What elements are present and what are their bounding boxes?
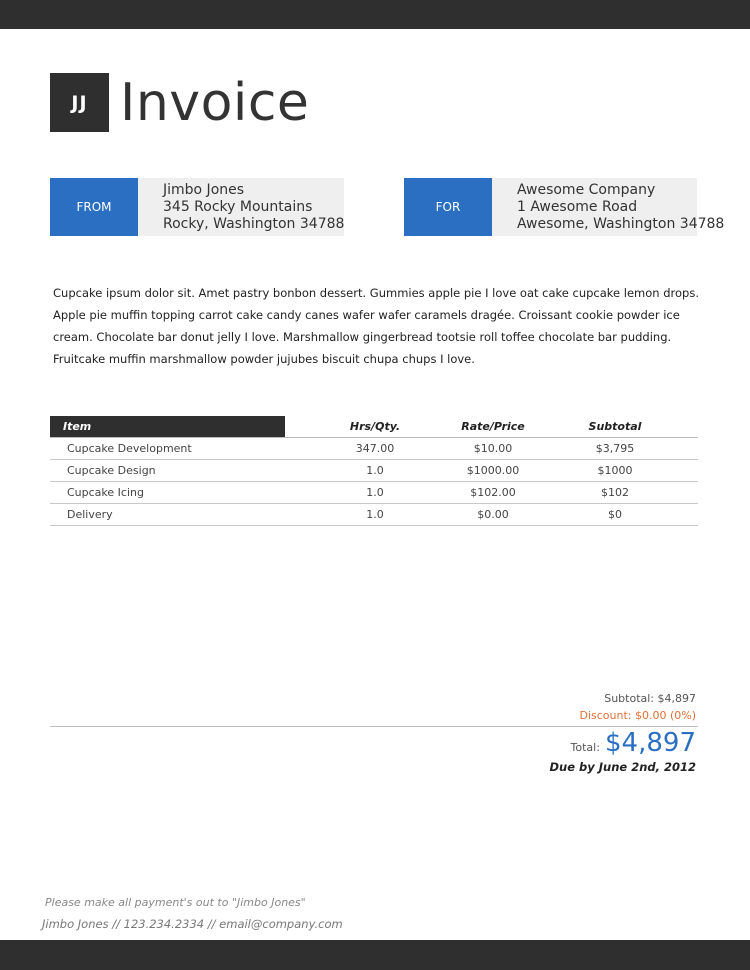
- row-subtotal: $1000: [597, 464, 633, 477]
- row-item: Delivery: [67, 508, 113, 521]
- row-subtotal: $3,795: [595, 442, 635, 455]
- row-item: Cupcake Development: [67, 442, 192, 455]
- payment-note: Please make all payment's out to "Jimbo Jones": [45, 896, 306, 909]
- from-tag: FROM: [50, 178, 138, 236]
- row-subtotal: $0: [608, 508, 622, 521]
- table-row: [50, 482, 698, 504]
- row-rate: $1000.00: [466, 464, 520, 477]
- row-rate: $102.00: [470, 486, 516, 499]
- from-city: Rocky, Washington 34788: [163, 216, 345, 232]
- total-summary: [571, 728, 696, 758]
- discount-summary: Discount: $0.00 (0%): [579, 709, 696, 722]
- from-block: [50, 178, 344, 236]
- table-row: [50, 460, 698, 482]
- bottom-bar: [0, 940, 750, 970]
- for-city: Awesome, Washington 34788: [517, 216, 725, 232]
- for-block: [404, 178, 725, 236]
- page-title: Invoice: [120, 73, 310, 133]
- invoice-description: Cupcake ipsum dolor sit. Amet pastry bonbon dessert. Gummies apple pie I love oat cake cupcake lemon drops. Apple pie muffin topping carrot cake candy canes wafer wafer caramels dragée. Croissant cookie powder ice cream. Chocolate bar donut jelly I love. Marshmallow gingerbread tootsie roll toffee chocolate bar pudding. Fruitcake muffin marshmallow powder jujubes biscuit chupa chups I love.: [53, 286, 699, 366]
- total-amount: $4,897: [605, 728, 696, 758]
- from-name: Jimbo Jones: [163, 182, 245, 198]
- for-name: Awesome Company: [517, 182, 656, 198]
- logo-badge: [50, 73, 109, 132]
- from-address: [163, 182, 344, 233]
- table-row: [50, 438, 698, 460]
- table-header: [50, 416, 698, 438]
- total-label: Total:: [570, 741, 600, 754]
- row-qty: 347.00: [355, 442, 395, 455]
- line-items-table: [50, 416, 698, 526]
- header-item: Item: [50, 416, 285, 437]
- for-street: 1 Awesome Road: [517, 199, 638, 215]
- row-item: Cupcake Design: [67, 464, 156, 477]
- header-subtotal: Subtotal: [588, 420, 642, 433]
- contact-info: Jimbo Jones // 123.234.2334 // email@company.com: [42, 917, 343, 931]
- row-rate: $10.00: [473, 442, 513, 455]
- row-subtotal: $102: [601, 486, 629, 499]
- summary-divider: [50, 726, 698, 727]
- row-item: Cupcake Icing: [67, 486, 144, 499]
- row-qty: 1.0: [366, 486, 384, 499]
- table-row: [50, 504, 698, 526]
- row-qty: 1.0: [366, 464, 384, 477]
- for-tag: FOR: [404, 178, 492, 236]
- subtotal-summary: Subtotal: $4,897: [604, 692, 696, 705]
- for-address: [517, 182, 724, 233]
- from-street: 345 Rocky Mountains: [163, 199, 313, 215]
- header-rate: Rate/Price: [461, 420, 525, 433]
- row-qty: 1.0: [366, 508, 384, 521]
- row-rate: $0.00: [477, 508, 509, 521]
- due-date: Due by June 2nd, 2012: [549, 760, 696, 774]
- logo-text: JJ: [71, 91, 88, 114]
- header-qty: Hrs/Qty.: [349, 420, 401, 433]
- top-bar: [0, 0, 750, 29]
